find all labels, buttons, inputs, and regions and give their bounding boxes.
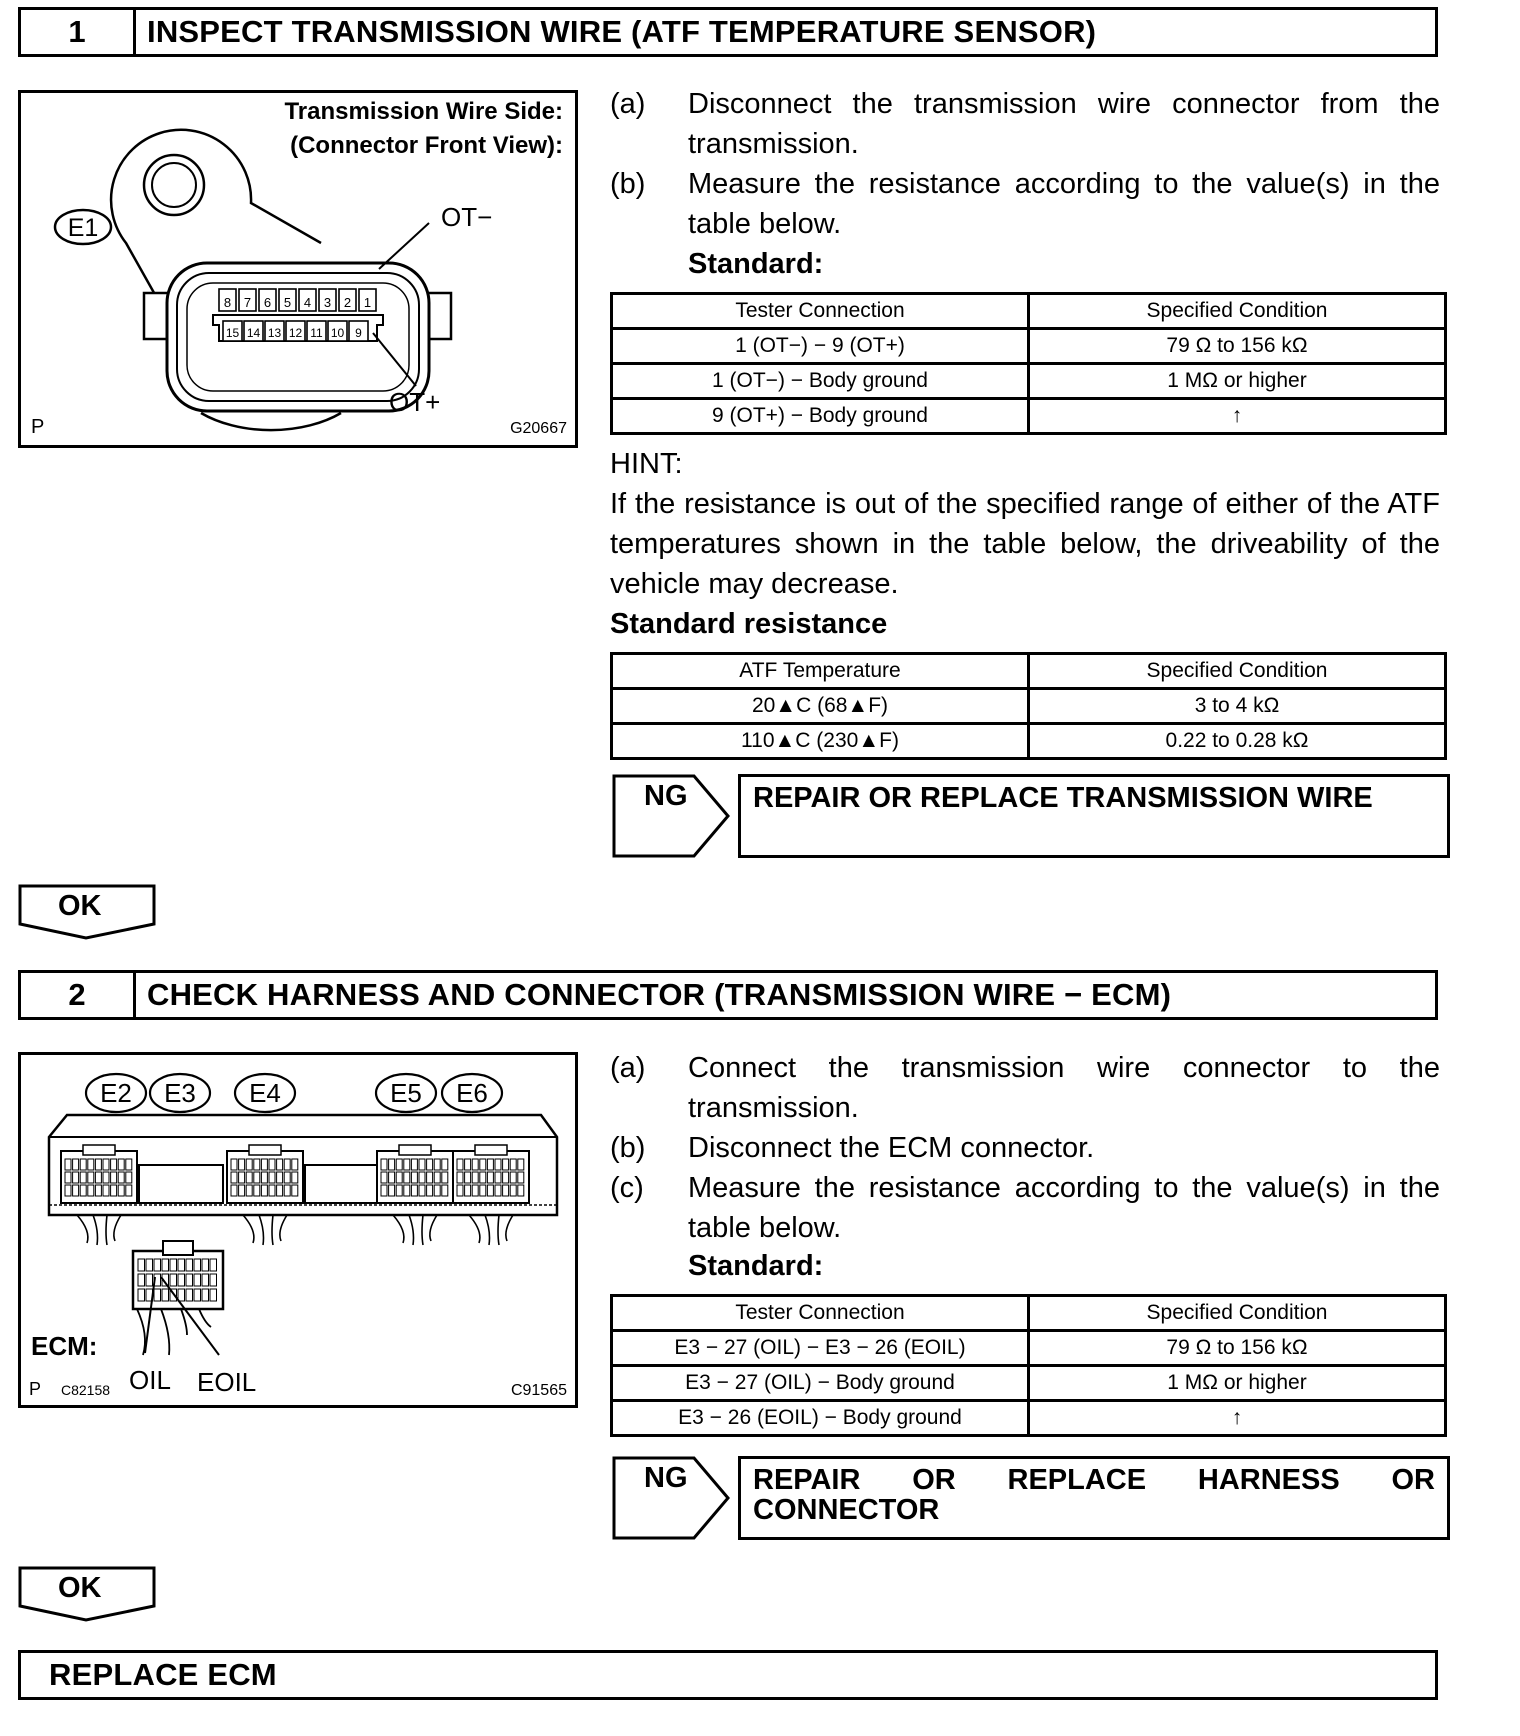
table-row xyxy=(612,1401,1446,1436)
table-row xyxy=(612,1366,1446,1401)
figure-code-left: C82158 xyxy=(61,1382,111,1398)
svg-text:15: 15 xyxy=(225,326,240,340)
connector-badge-e2 xyxy=(86,1074,146,1112)
svg-text:14: 14 xyxy=(246,326,261,340)
figure-corner-p: P xyxy=(31,416,45,438)
ecm-connector-block xyxy=(61,1145,137,1203)
table-row xyxy=(612,724,1446,759)
bottom-pin-row xyxy=(223,321,368,341)
table-header-row xyxy=(612,294,1446,329)
table-cell: E3 − 27 (OIL) − Body ground xyxy=(612,1366,1029,1401)
table-cell: 20▲C (68▲F) xyxy=(612,689,1029,724)
svg-text:E2: E2 xyxy=(100,1078,132,1108)
step1-standard-label: Standard: xyxy=(688,248,824,280)
connector-pin xyxy=(239,289,256,311)
table-header: Specified Condition xyxy=(1029,294,1446,329)
ot-minus-label: OT− xyxy=(441,202,493,232)
e1-label: E1 xyxy=(67,214,99,242)
connector-pin xyxy=(244,321,263,341)
item-b-text: Measure the resistance according to the value(s) in the table below. xyxy=(688,168,1440,240)
figure-code-right: C91565 xyxy=(510,1382,567,1399)
table-cell: ↑ xyxy=(1029,1401,1446,1436)
table-cell: 1 (OT−) − 9 (OT+) xyxy=(612,329,1029,364)
connector-pin xyxy=(223,321,242,341)
ecm-label: ECM: xyxy=(31,1331,98,1361)
ecm-connector-block xyxy=(377,1145,453,1203)
figure-code: G20667 xyxy=(510,420,567,437)
item-b-text: Disconnect the ECM connector. xyxy=(688,1132,1095,1164)
final-action-title: REPLACE ECM xyxy=(49,1657,277,1692)
table-cell: 1 MΩ or higher xyxy=(1029,364,1446,399)
table-header: Tester Connection xyxy=(612,294,1029,329)
step2-title: CHECK HARNESS AND CONNECTOR (TRANSMISSION WIRE − ECM) xyxy=(147,977,1172,1012)
connector-pin xyxy=(349,321,368,341)
connector-badge-e5 xyxy=(376,1074,436,1112)
svg-text:9: 9 xyxy=(355,326,362,340)
item-b-label: (b) xyxy=(610,1132,646,1164)
item-a-text: Connect the transmission wire connector to the transmission. xyxy=(688,1052,1440,1124)
oil-label: OIL xyxy=(129,1365,171,1395)
table-cell: E3 − 26 (EOIL) − Body ground xyxy=(612,1401,1029,1436)
figure-corner-p: P xyxy=(29,1379,42,1399)
wire-bundles xyxy=(77,1215,513,1245)
connector-pin xyxy=(279,289,296,311)
table-header: Tester Connection xyxy=(612,1296,1029,1331)
table-cell: ↑ xyxy=(1029,399,1446,434)
table-cell: 79 Ω to 156 kΩ xyxy=(1029,1331,1446,1366)
step1-number: 1 xyxy=(21,10,136,54)
table-header: Specified Condition xyxy=(1029,654,1446,689)
table-header-row xyxy=(612,1296,1446,1331)
hint-label: HINT: xyxy=(610,448,683,480)
table-row xyxy=(612,329,1446,364)
ecm-connector-blocks xyxy=(61,1145,529,1203)
hint-text: If the resistance is out of the specified range of either of the ATF temperatures shown in the table below, the driveability of the vehicle may decrease. xyxy=(610,488,1440,600)
connector-pin xyxy=(319,289,336,311)
table-cell: 79 Ω to 156 kΩ xyxy=(1029,329,1446,364)
connector-pin xyxy=(307,321,326,341)
connector-pin xyxy=(286,321,305,341)
table-cell: 110▲C (230▲F) xyxy=(612,724,1029,759)
connector-pin xyxy=(328,321,347,341)
ng-action: REPAIR OR REPLACE HARNESS OR CONNECTOR xyxy=(738,1456,1450,1540)
ng-label: NG xyxy=(644,780,688,812)
svg-text:3: 3 xyxy=(323,295,332,310)
final-action-header xyxy=(18,1650,1438,1700)
svg-text:11: 11 xyxy=(310,326,323,340)
table-cell: 3 to 4 kΩ xyxy=(1029,689,1446,724)
svg-text:2: 2 xyxy=(343,295,352,310)
item-a-label: (a) xyxy=(610,1052,646,1084)
connector-pin xyxy=(219,289,236,311)
step2-header xyxy=(18,970,1438,1020)
ng-action: REPAIR OR REPLACE TRANSMISSION WIRE xyxy=(738,774,1450,858)
ecm-connector-block xyxy=(227,1145,303,1203)
step2-number: 2 xyxy=(21,973,136,1017)
standard-resistance-label: Standard resistance xyxy=(610,608,888,640)
svg-text:10: 10 xyxy=(330,326,345,340)
eoil-label: EOIL xyxy=(197,1367,257,1397)
table-row xyxy=(612,1331,1446,1366)
table-row xyxy=(612,399,1446,434)
step2-ok-branch xyxy=(18,1566,158,1622)
svg-text:1: 1 xyxy=(363,295,372,310)
svg-text:13: 13 xyxy=(267,326,282,340)
svg-text:8: 8 xyxy=(223,295,232,310)
svg-text:7: 7 xyxy=(243,295,252,310)
ng-label: NG xyxy=(644,1462,688,1494)
step1-title: INSPECT TRANSMISSION WIRE (ATF TEMPERATURE SENSOR) xyxy=(147,14,1097,49)
connector-badges xyxy=(86,1074,502,1112)
connector-badge-e4 xyxy=(235,1074,295,1112)
table-cell: 9 (OT+) − Body ground xyxy=(612,399,1029,434)
connector-pin xyxy=(359,289,376,311)
table-row xyxy=(612,689,1446,724)
ecm-connector-block xyxy=(453,1145,529,1203)
ok-label: OK xyxy=(58,890,102,922)
figure-title-line2: (Connector Front View): xyxy=(290,132,563,159)
ecm-connector-diagram xyxy=(21,1055,575,1405)
table-row xyxy=(612,364,1446,399)
step2-standard-label: Standard: xyxy=(688,1250,824,1282)
table-cell: 0.22 to 0.28 kΩ xyxy=(1029,724,1446,759)
svg-text:12: 12 xyxy=(288,326,303,340)
table-cell: E3 − 27 (OIL) − E3 − 26 (EOIL) xyxy=(612,1331,1029,1366)
item-c-text: Measure the resistance according to the value(s) in the table below. xyxy=(688,1172,1440,1244)
connector-pin xyxy=(339,289,356,311)
step2-figure xyxy=(18,1052,578,1408)
item-c-label: (c) xyxy=(610,1172,644,1204)
item-a-text: Disconnect the transmission wire connector from the transmission. xyxy=(688,88,1440,160)
table-cell: 1 MΩ or higher xyxy=(1029,1366,1446,1401)
table-header-row xyxy=(612,654,1446,689)
connector-badge-e6 xyxy=(442,1074,502,1112)
step1-figure xyxy=(18,90,578,448)
table-cell: 1 (OT−) − Body ground xyxy=(612,364,1029,399)
ot-plus-label: OT+ xyxy=(389,387,441,417)
svg-text:E3: E3 xyxy=(164,1078,196,1108)
atf-temperature-table xyxy=(610,652,1447,760)
connector-pin xyxy=(259,289,276,311)
step1-resistance-table xyxy=(610,292,1447,435)
item-b-label: (b) xyxy=(610,168,646,200)
step2-resistance-table xyxy=(610,1294,1447,1437)
table-header: ATF Temperature xyxy=(612,654,1029,689)
table-header: Specified Condition xyxy=(1029,1296,1446,1331)
svg-text:4: 4 xyxy=(303,295,312,310)
figure-title-line1: Transmission Wire Side: xyxy=(284,98,563,125)
ok-label: OK xyxy=(58,1572,102,1604)
connector-badge-e3 xyxy=(150,1074,210,1112)
svg-text:6: 6 xyxy=(263,295,272,310)
step1-ok-branch xyxy=(18,884,158,940)
svg-text:E5: E5 xyxy=(390,1078,422,1108)
item-a-label: (a) xyxy=(610,88,646,120)
connector-pin xyxy=(265,321,284,341)
svg-text:E4: E4 xyxy=(249,1078,281,1108)
connector-pin xyxy=(299,289,316,311)
step1-header xyxy=(18,7,1438,57)
transmission-connector-diagram xyxy=(21,93,575,445)
svg-text:5: 5 xyxy=(283,295,292,310)
svg-text:E6: E6 xyxy=(456,1078,488,1108)
